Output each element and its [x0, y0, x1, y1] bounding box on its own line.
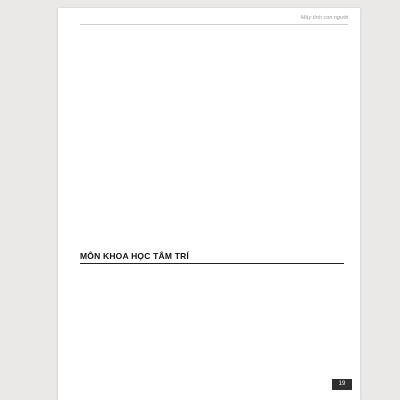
page-number: 19	[332, 379, 352, 390]
book-page	[58, 8, 360, 400]
section-heading: MÔN KHOA HỌC TÂM TRÍ	[80, 251, 189, 261]
header-rule	[80, 24, 348, 25]
section-heading-rule	[80, 263, 344, 264]
running-header: Máy tính con người	[300, 15, 348, 21]
